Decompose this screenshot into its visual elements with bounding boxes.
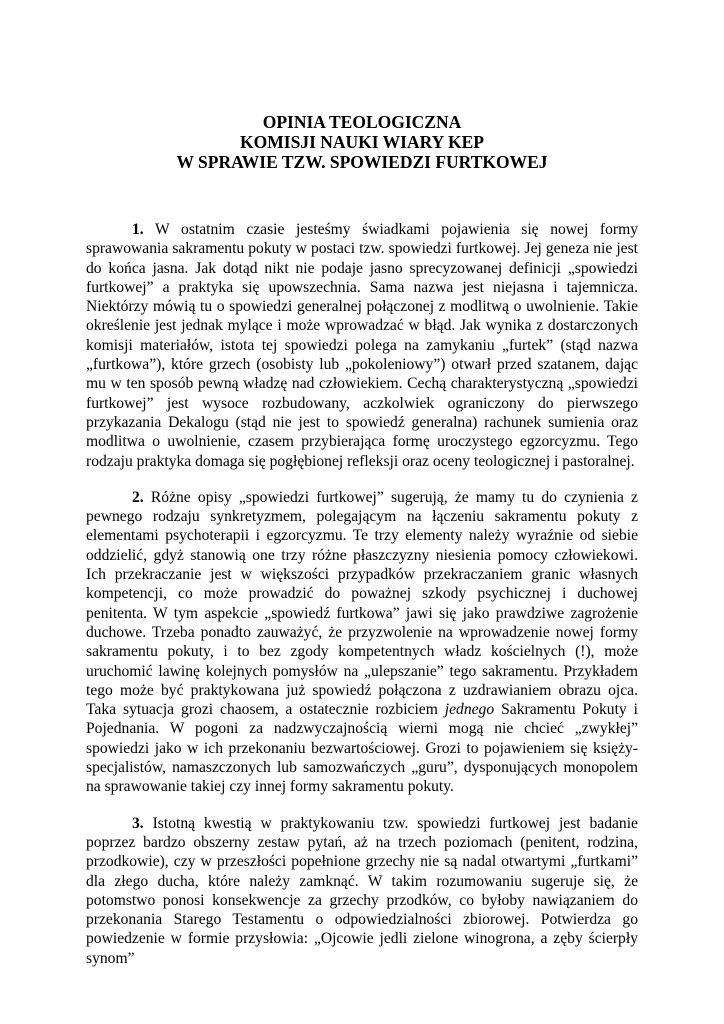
paragraph-text: Różne opisy „spowiedzi furtkowej” sugerują, że mamy tu do czynienia z pewnego rodzaju synkretyzmem, polegającym na łączeniu sakramentu pokuty z elementami psychoterapii i egzorcyzmu. Te trzy elementy należy wyraźnie od siebie oddzielić, gdyż stanowią one trzy różne płaszczyzny niesienia pomocy człowiekowi. Ich przekraczanie jest w większości przypadków przekraczaniem granic własnych kompetencji, co może prowadzić do poważnej szkody psychicznej i duchowej penitenta. W tym aspekcie „spowiedź furtkowa” jawi się jako prawdziwe zagrożenie duchowe. Trzeba ponadto zauważyć, że przyzwolenie na wprowadzenie nowej formy sakramentu pokuty, i to bez zgody kompetentnych władz kościelnych (!), może uruchomić lawinę kolejnych pomysłów na „ulepszanie” tego sakramentu. Przykładem tego może być praktykowana już spowiedź połączona z uzdrawianiem obrazu ojca. Taka sytuacja grozi chaosem, a ostatecznie rozbiciem [86,488,638,719]
document-title [0,112,724,172]
paragraph-text-continued: Sakramentu Pokuty i Pojednania. W pogoni za nadzwyczajnością wierni mogą nie chcieć „zwykłej” spowiedzi jako w ich przekonaniu bezwartościowej. Grozi to pojawieniem się księży-specjalistów, namaszczonych lub samozwańczych „guru”, dysponujących monopolem na sprawowanie takiej czy innej formy sakramentu pokuty. [86,701,638,796]
paragraph-number: 1. [132,221,144,238]
paragraph-1 [86,220,638,471]
title-line-1: OPINIA TEOLOGICZNA [262,112,462,132]
paragraph-2 [86,488,638,797]
paragraph-number: 2. [132,488,144,506]
document-body [86,220,638,985]
paragraph-text: Istotną kwestią w praktykowaniu tzw. spowiedzi furtkowej jest badanie poprzez bardzo obszerny zestaw pytań, aż na trzech poziomach (penitent, rodzina, przodkowie), czy w przeszłości popełnione grzechy nie są nadal otwartymi „furtkami” dla złego ducha, które należy zamknąć. W takim rozumowaniu sugeruje się, że potomstwo ponosi konsekwencje za grzechy przodków, co byłoby nawiązaniem do przekonania Starego Testamentu o odpowiedzialności zbiorowej. Potwierdza go powiedzenie w formie przysłowia: „Ojcowie jedli zielone winogrona, a zęby ścierpły synom” [86,814,638,967]
paragraph-text: W ostatnim czasie jesteśmy świadkami pojawienia się nowej formy sprawowania sakramentu pokuty w postaci tzw. spowiedzi furtkowej. Jej geneza nie jest do końca jasna. Jak dotąd nikt nie podaje jasno sprecyzowanej definicji „spowiedzi furtkowej” a praktyka się upowszechnia. Sama nazwa jest niejasna i tajemnicza. Niektórzy mówią tu o spowiedzi generalnej połączonej z modlitwą o uwolnienie. Takie określenie jest jednak mylące i może wprowadzać w błąd. Jak wynika z dostarczonych komisji materiałów, istota tej spowiedzi polega na zamykaniu „furtek” (stąd nazwa „furtkowa”), które grzech (osobisty lub „pokoleniowy”) otwarł przed szatanem, dając mu w ten sposób pewną władzę nad człowiekiem. Cechą charakterystyczną „spowiedzi furtkowej” jest wysoce rozbudowany, aczkolwiek ograniczony do pierwszego przykazania Dekalogu (stąd nie jest to spowiedź generalna) rachunek sumienia oraz modlitwa o uwolnienie, czasem przybierająca formę uroczystego egzorcyzmu. Tego rodzaju praktyka domaga się pogłębionej refleksji oraz oceny teologicznej i pastoralnej. [86,221,638,470]
title-line-3: W SPRAWIE TZW. SPOWIEDZI FURTKOWEJ [176,152,548,172]
paragraph-number: 3. [132,814,144,832]
title-line-2: KOMISJI NAUKI WIARY KEP [240,132,484,152]
emphasized-word: jednego [444,701,495,719]
paragraph-3 [86,814,638,968]
